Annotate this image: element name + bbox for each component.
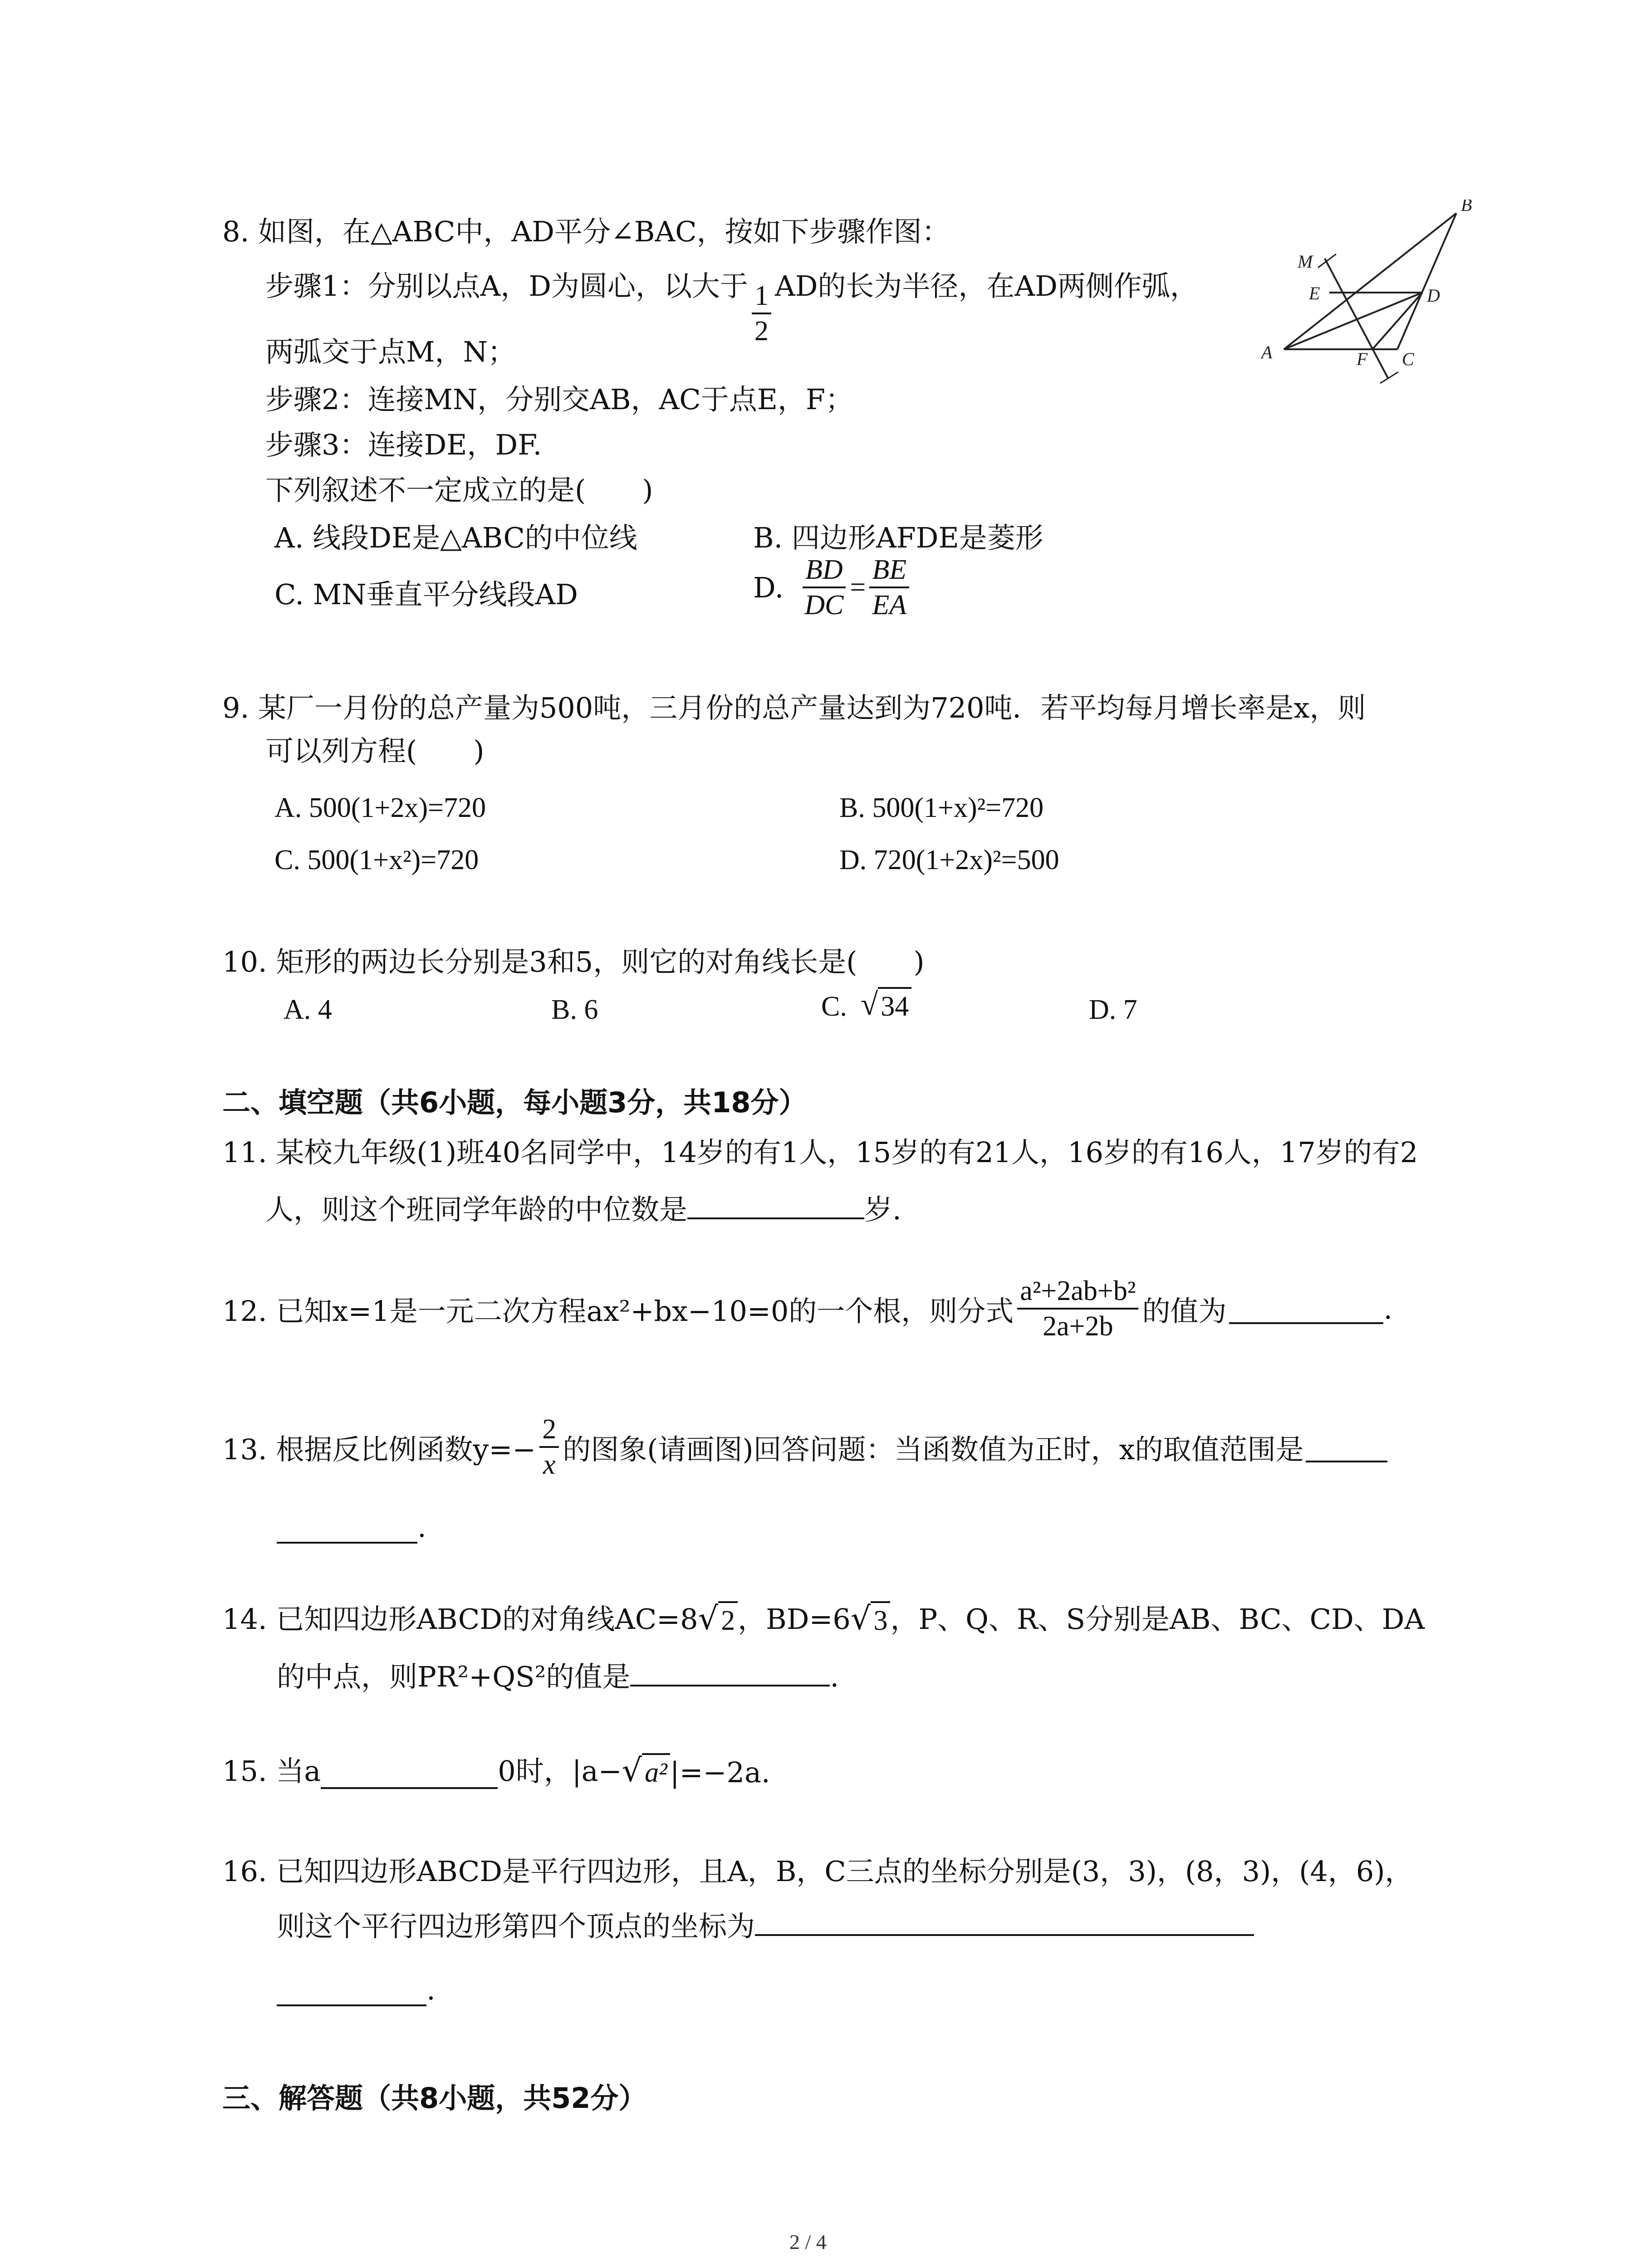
q8-option-d-right-fraction — [869, 556, 909, 619]
section3-title: 三、解答题（共8小题，共52分） — [222, 2082, 647, 2115]
q8-step1-fraction — [752, 282, 771, 345]
q15-suffix: |=−2a. — [670, 1756, 770, 1789]
label-d: D — [1427, 285, 1440, 306]
q14-radicand-2: 3 — [871, 1601, 890, 1637]
q14-line1 — [222, 1597, 1425, 1637]
q14-end: . — [830, 1660, 839, 1693]
q8-option-a: A. 线段DE是△ABC的中位线 — [274, 521, 637, 554]
q8-option-d-right-den: EA — [872, 590, 907, 621]
q13-line2 — [277, 1510, 426, 1544]
q14-radicand-1: 2 — [718, 1601, 738, 1637]
label-m: M — [1298, 251, 1313, 272]
q8-geometry-figure — [1257, 200, 1493, 386]
q9-option-d: D. 720(1+2x)²=500 — [839, 845, 1059, 875]
q12 — [222, 1277, 1392, 1340]
q10-option-c — [821, 987, 911, 1023]
q10-option-a: A. 4 — [284, 994, 332, 1025]
q9-option-a: A. 500(1+2x)=720 — [274, 792, 486, 823]
q13-suffix: 的图象(请画图)回答问题：当函数值为正时，x的取值范围是 — [563, 1432, 1304, 1466]
q12-suffix: 的值为 — [1142, 1294, 1227, 1328]
sqrt-icon: √ — [622, 1752, 642, 1789]
q14-prefix: 14. 已知四边形ABCD的对角线AC=8 — [222, 1603, 698, 1636]
q13-frac-num: 2 — [539, 1415, 559, 1448]
q10-option-b: B. 6 — [551, 994, 598, 1025]
q12-answer-blank[interactable] — [1229, 1293, 1383, 1324]
label-a: A — [1261, 342, 1273, 362]
q8-step1 — [265, 269, 1198, 347]
q13-frac-den: x — [543, 1449, 556, 1480]
q8-step1-suffix: AD的长为半径，在AD两侧作弧， — [774, 269, 1198, 303]
q8-step1-frac-den: 2 — [754, 316, 769, 347]
segment-ab — [1284, 213, 1456, 349]
q8-option-d-eq: = — [850, 572, 866, 603]
q11-line2-suffix: 岁. — [864, 1193, 901, 1226]
q8-option-d-left-fraction — [802, 556, 846, 619]
q16-line1: 16. 已知四边形ABCD是平行四边形，且A，B，C三点的坐标分别是(3，3)，(8，3)，(4，6)， — [222, 1855, 1413, 1888]
q14-suffix: ，P、Q、R、S分别是AB、BC、CD、DA — [890, 1603, 1425, 1636]
label-e: E — [1309, 283, 1320, 303]
q10-option-c-label: C. — [821, 991, 847, 1022]
q14-line2 — [277, 1656, 839, 1691]
q8-step3: 步骤3：连接DE，DF. — [265, 428, 542, 461]
sqrt-icon: √ — [850, 1600, 871, 1637]
label-c: C — [1402, 349, 1414, 369]
q12-end: . — [1383, 1292, 1393, 1325]
q13-fraction — [539, 1415, 559, 1479]
sqrt-icon: √ — [860, 987, 878, 1022]
q11-line2-prefix: 人，则这个班同学年龄的中位数是 — [265, 1193, 688, 1226]
sqrt-icon: √ — [698, 1600, 719, 1637]
q14-line2-prefix: 的中点，则PR²+QS²的值是 — [277, 1660, 631, 1693]
q16-line2-prefix: 则这个平行四边形第四个顶点的坐标为 — [277, 1910, 755, 1943]
q15-radicand: a² — [642, 1753, 670, 1789]
q8-step1-line2: 两弧交于点M，N； — [265, 335, 516, 368]
q11-line2 — [265, 1188, 901, 1224]
q10-option-d: D. 7 — [1089, 994, 1137, 1025]
q15-answer-blank[interactable] — [321, 1758, 498, 1789]
segment-df — [1372, 293, 1422, 349]
q16-end: . — [426, 1973, 436, 2006]
q10-option-c-radicand: 34 — [878, 987, 911, 1023]
q13-answer-blank-2[interactable] — [277, 1513, 417, 1544]
q13-end: . — [417, 1510, 426, 1544]
q14-mid: ，BD=6 — [738, 1603, 851, 1636]
q8-option-d-left-den: DC — [804, 590, 844, 621]
q8-option-d-label: D. — [753, 571, 784, 604]
q9-option-b: B. 500(1+x)²=720 — [839, 792, 1044, 823]
q8-ask: 下列叙述不一定成立的是( ) — [265, 474, 653, 507]
q16-answer-blank-1[interactable] — [755, 1905, 1254, 1936]
q16-answer-blank-2[interactable] — [277, 1975, 426, 2006]
q8-option-d-left-num: BD — [803, 556, 846, 588]
q8-option-c: C. MN垂直平分线段AD — [274, 578, 578, 611]
q12-prefix: 12. 已知x=1是一元二次方程ax²+bx−10=0的一个根，则分式 — [222, 1294, 1014, 1328]
q9-line1: 9. 某厂一月份的总产量为500吨，三月份的总产量达到为720吨．若平均每月增长率是x，则 — [222, 691, 1366, 724]
q8-step1-frac-num: 1 — [752, 282, 771, 314]
q9-option-c: C. 500(1+x²)=720 — [274, 845, 479, 875]
q16-line2 — [277, 1905, 1254, 1941]
q10-stem: 10. 矩形的两边长分别是3和5，则它的对角线长是( ) — [222, 945, 925, 978]
q8-option-d — [753, 556, 913, 619]
q15-mid: 0时，|a− — [498, 1755, 622, 1788]
q13 — [222, 1415, 1387, 1479]
q13-prefix: 13. 根据反比例函数y=− — [222, 1432, 536, 1466]
q8-stem: 8. 如图，在△ABC中，AD平分∠BAC，按如下步骤作图： — [222, 215, 950, 248]
q13-answer-blank-1[interactable] — [1306, 1432, 1387, 1462]
q11-line1: 11. 某校九年级(1)班40名同学中，14岁的有1人，15岁的有21人，16岁的有16人，17岁的有2 — [222, 1136, 1418, 1169]
q12-frac-den: 2a+2b — [1043, 1311, 1113, 1342]
q8-step2: 步骤2：连接MN，分别交AB，AC于点E，F； — [265, 383, 854, 416]
q15-prefix: 15. 当a — [222, 1755, 321, 1788]
q12-fraction — [1017, 1277, 1138, 1340]
q8-option-d-right-num: BE — [869, 556, 909, 588]
section2-title: 二、填空题（共6小题，每小题3分，共18分） — [222, 1086, 807, 1119]
label-f: F — [1357, 349, 1368, 369]
q14-answer-blank[interactable] — [630, 1656, 830, 1686]
q16-line3 — [277, 1973, 436, 2006]
q8-option-b: B. 四边形AFDE是菱形 — [753, 521, 1043, 554]
q15 — [222, 1749, 770, 1789]
q12-frac-num: a²+2ab+b² — [1017, 1277, 1138, 1310]
q9-line2: 可以列方程( ) — [265, 734, 485, 767]
page-number: 2 / 4 — [789, 2230, 827, 2253]
segment-bc — [1397, 213, 1456, 349]
q11-answer-blank[interactable] — [687, 1188, 864, 1219]
label-b: B — [1461, 200, 1472, 215]
q8-step1-prefix: 步骤1：分别以点A，D为圆心，以大于 — [265, 269, 748, 303]
